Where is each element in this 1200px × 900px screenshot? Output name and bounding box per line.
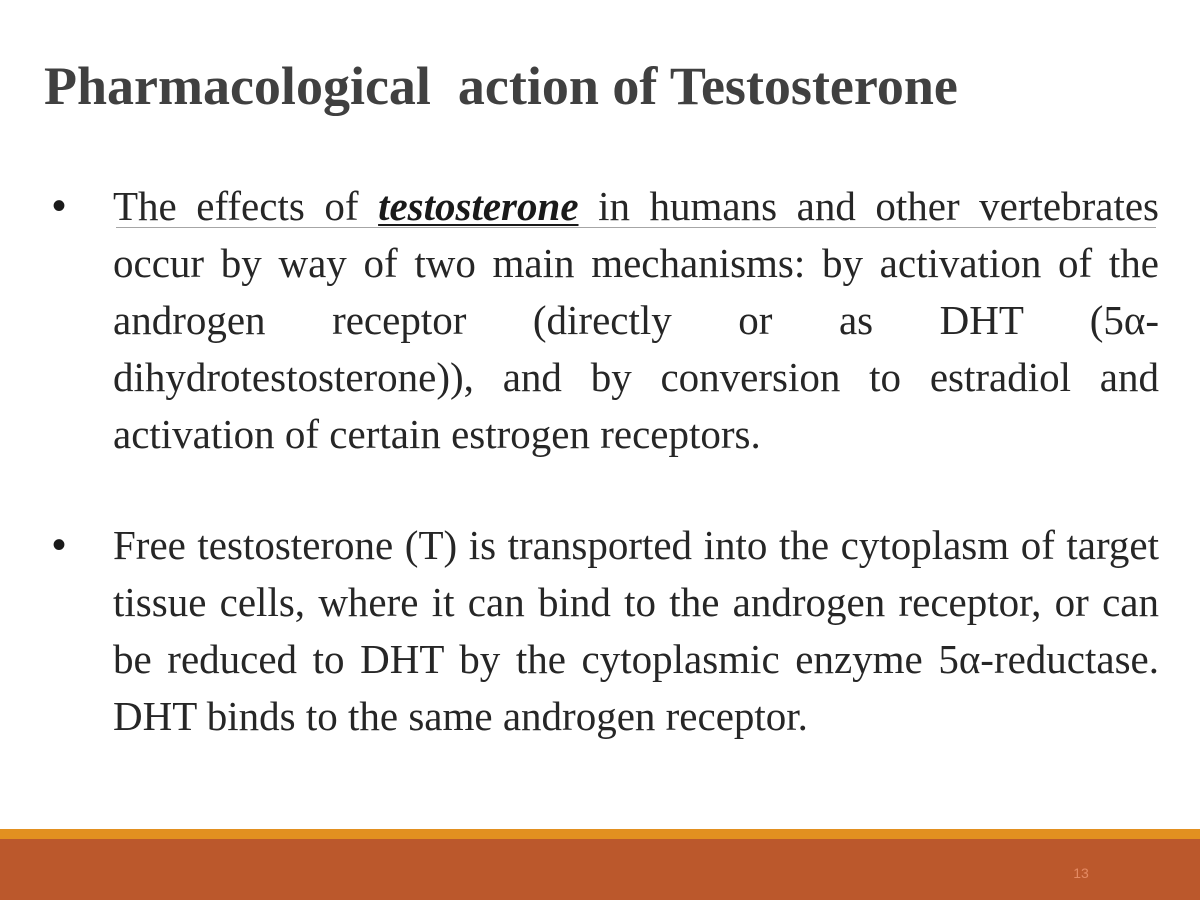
bullet-text	[113, 178, 1159, 463]
bullet-list	[0, 178, 1200, 745]
bullet-text-rest: in humans and other vertebrates occur by way of two main mechanisms: by activation of the androgen receptor (directly or as DHT (5α-dihydrotestosterone)), and by conversion to estradiol and activation of certain estrogen receptors.	[113, 183, 1159, 457]
footer-band	[0, 839, 1200, 900]
page-number: 13	[1073, 865, 1089, 881]
bullet-glyph: •	[52, 184, 67, 228]
key-term: testosterone	[378, 183, 579, 229]
bullet-glyph: •	[52, 523, 67, 567]
bullet-item	[0, 517, 1200, 745]
bullet-text-intro: The effects of	[113, 183, 379, 229]
bullet-item	[0, 178, 1200, 463]
bullet-text: Free testosterone (T) is transported into the cytoplasm of target tissue cells, where it can bind to the androgen receptor, or can be reduced to DHT by the cytoplasmic enzyme 5α-reductase. DHT binds to the same androgen receptor.	[113, 522, 1159, 739]
footer-accent-stripe	[0, 829, 1200, 839]
slide-title: Pharmacological action of Testosterone	[44, 56, 958, 116]
